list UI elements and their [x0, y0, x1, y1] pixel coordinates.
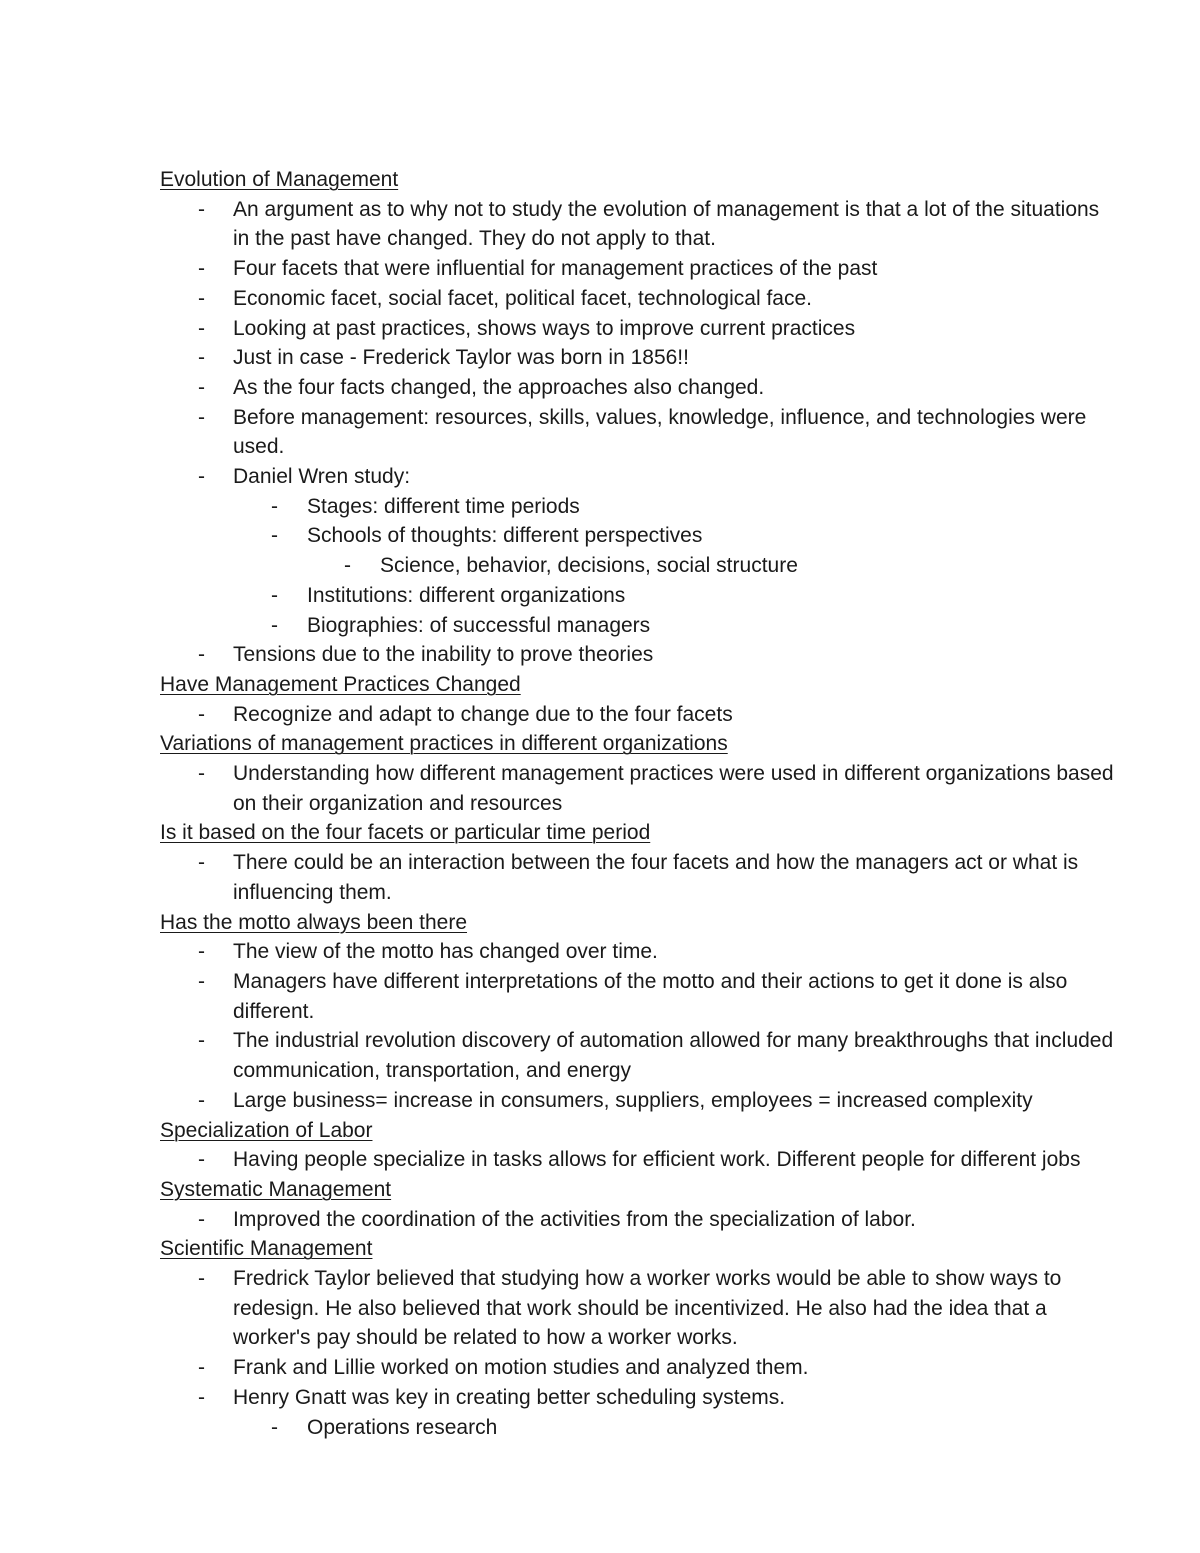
list-item	[160, 1413, 1120, 1443]
bullet-dash-icon: -	[198, 197, 205, 221]
bullet-dash-icon: -	[198, 1029, 205, 1053]
bullet-dash-icon: -	[198, 643, 205, 667]
list-item-text: The industrial revolution discovery of automation allowed for many breakthroughs that included communication, transportation, and energy	[233, 1029, 1114, 1083]
bullet-dash-icon: -	[344, 554, 351, 578]
section-heading: Variations of management practices in different organizations	[160, 732, 728, 756]
bullet-dash-icon: -	[198, 465, 205, 489]
list-item-text: Improved the coordination of the activities from the specialization of labor.	[233, 1207, 916, 1231]
list-item-text: Daniel Wren study:	[233, 465, 411, 489]
bullet-dash-icon: -	[198, 940, 205, 964]
bullet-dash-icon: -	[198, 1088, 205, 1112]
list-item	[160, 611, 1120, 641]
list-item-text: Schools of thoughts: different perspectives	[307, 524, 703, 548]
section-heading: Have Management Practices Changed	[160, 672, 521, 696]
document-body	[160, 165, 1120, 1442]
list-item	[160, 848, 1120, 907]
section-heading: Scientific Management	[160, 1237, 373, 1261]
list-item	[160, 254, 1120, 284]
list-item-text: The view of the motto has changed over time.	[233, 940, 658, 964]
list-item-text: Having people specialize in tasks allows for efficient work. Different people for different jobs	[233, 1148, 1081, 1172]
list-item-text: Large business= increase in consumers, suppliers, employees = increased complexity	[233, 1088, 1033, 1112]
list-item-text: Looking at past practices, shows ways to improve current practices	[233, 316, 856, 340]
bullet-dash-icon: -	[198, 286, 205, 310]
bullet-dash-icon: -	[271, 583, 278, 607]
list-item	[160, 1383, 1120, 1413]
list-item-text: Stages: different time periods	[307, 494, 580, 518]
bullet-dash-icon: -	[271, 613, 278, 637]
section-heading: Is it based on the four facets or particular time period	[160, 821, 651, 845]
list-item	[160, 967, 1120, 1026]
list-item-text: Four facets that were influential for management practices of the past	[233, 257, 878, 281]
list-item	[160, 195, 1120, 254]
bullet-dash-icon: -	[198, 702, 205, 726]
list-item	[160, 314, 1120, 344]
list-item	[160, 1353, 1120, 1383]
bullet-dash-icon: -	[198, 969, 205, 993]
list-item-text: Managers have different interpretations of the motto and their actions to get it done is also different.	[233, 969, 1068, 1023]
list-item	[160, 403, 1120, 462]
bullet-dash-icon: -	[271, 1415, 278, 1439]
list-item-text: Science, behavior, decisions, social structure	[380, 554, 798, 578]
bullet-dash-icon: -	[198, 316, 205, 340]
list-item-text: As the four facts changed, the approaches also changed.	[233, 375, 765, 399]
list-item	[160, 1205, 1120, 1235]
list-item-text: Understanding how different management practices were used in different organizations based on their organization and resources	[233, 762, 1114, 815]
list-item	[160, 1145, 1120, 1175]
bullet-dash-icon: -	[198, 405, 205, 429]
bullet-dash-icon: -	[271, 494, 278, 518]
section-heading: Evolution of Management	[160, 168, 399, 191]
list-item	[160, 521, 1120, 551]
list-item-text: Biographies: of successful managers	[307, 613, 651, 637]
list-item	[160, 284, 1120, 314]
bullet-dash-icon: -	[198, 1207, 205, 1231]
section-heading: Systematic Management	[160, 1177, 392, 1201]
list-item-text: Institutions: different organizations	[307, 583, 626, 607]
bullet-dash-icon: -	[271, 524, 278, 548]
list-item	[160, 343, 1120, 373]
list-item-text: There could be an interaction between the four facets and how the managers act or what is influencing them.	[233, 851, 1079, 904]
list-item	[160, 1026, 1120, 1085]
list-item	[160, 1086, 1120, 1116]
list-item	[160, 581, 1120, 611]
section-heading: Has the motto always been there	[160, 910, 468, 934]
list-item	[160, 1264, 1120, 1353]
list-item	[160, 492, 1120, 522]
list-item	[160, 373, 1120, 403]
list-item-text: Economic facet, social facet, political facet, technological face.	[233, 286, 812, 310]
bullet-dash-icon: -	[198, 257, 205, 281]
list-item	[160, 759, 1120, 818]
list-item	[160, 640, 1120, 670]
bullet-dash-icon: -	[198, 1267, 205, 1291]
bullet-dash-icon: -	[198, 762, 205, 786]
bullet-dash-icon: -	[198, 1148, 205, 1172]
list-item-text: Tensions due to the inability to prove theories	[233, 643, 654, 667]
list-item	[160, 937, 1120, 967]
list-item-text: Recognize and adapt to change due to the four facets	[233, 702, 733, 726]
list-item-text: Operations research	[307, 1415, 498, 1439]
list-item-text: Before management: resources, skills, values, knowledge, influence, and technologies were used.	[233, 405, 1087, 459]
list-item	[160, 551, 1120, 581]
list-item	[160, 700, 1120, 730]
list-item	[160, 462, 1120, 492]
bullet-dash-icon: -	[198, 851, 205, 875]
list-item-text: Just in case - Frederick Taylor was born in 1856!!	[233, 346, 689, 370]
list-item-text: Fredrick Taylor believed that studying how a worker works would be able to show ways to redesign. He also believed that work should be incentivized. He also had the idea that a worker's pay should be related to how a worker works.	[233, 1267, 1062, 1350]
bullet-dash-icon: -	[198, 375, 205, 399]
bullet-dash-icon: -	[198, 1356, 205, 1380]
list-item-text: Henry Gnatt was key in creating better scheduling systems.	[233, 1385, 786, 1409]
list-item-text: An argument as to why not to study the evolution of management is that a lot of the situations in the past have changed. They do not apply to that.	[233, 197, 1100, 251]
bullet-dash-icon: -	[198, 346, 205, 370]
list-item-text: Frank and Lillie worked on motion studies and analyzed them.	[233, 1356, 809, 1380]
bullet-dash-icon: -	[198, 1385, 205, 1409]
section-heading: Specialization of Labor	[160, 1118, 373, 1142]
